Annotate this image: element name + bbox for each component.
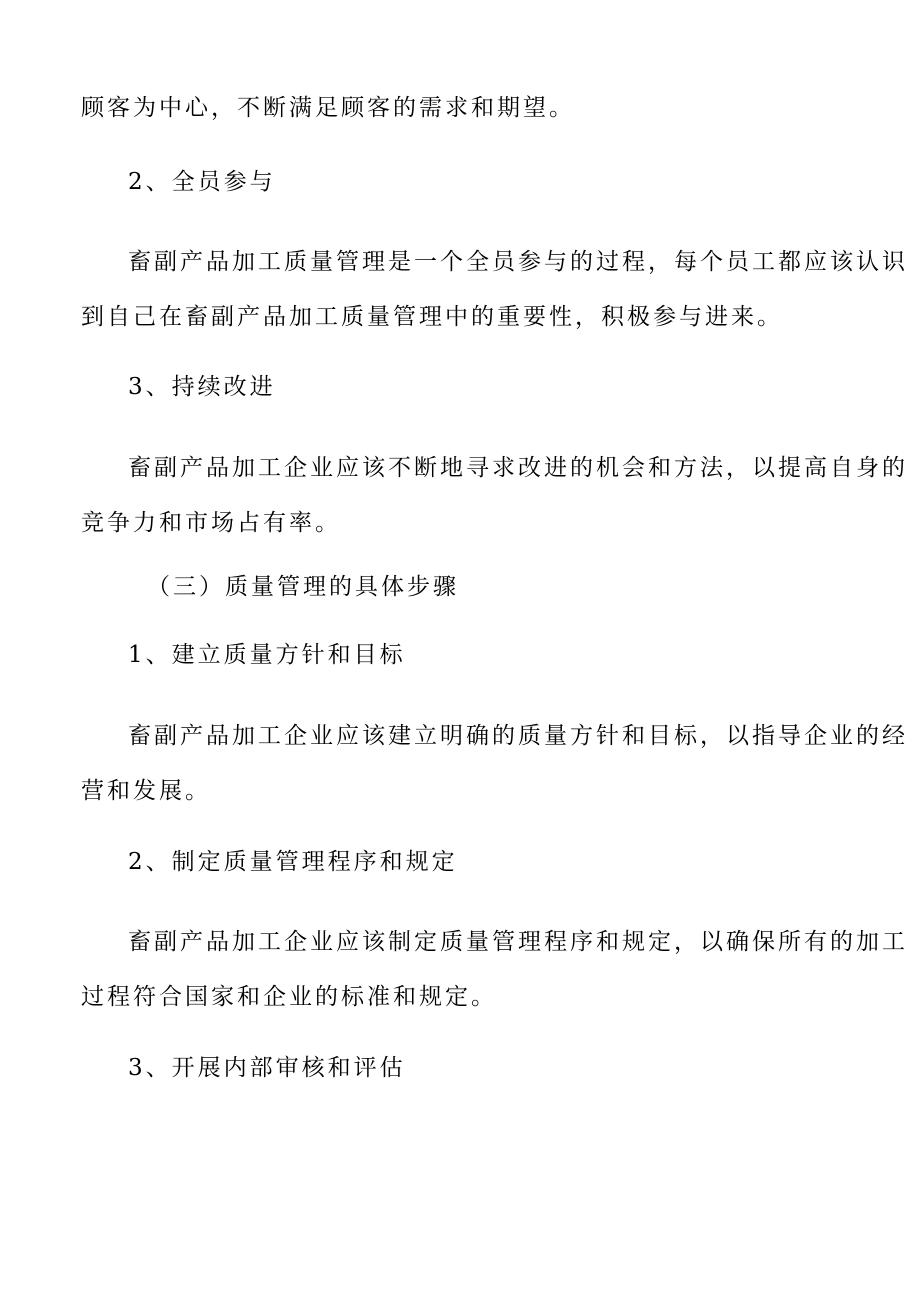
chapter-heading: （三）质量管理的具体步骤 [147,574,459,600]
section-heading: 1、建立质量方针和目标 [128,642,406,668]
paragraph-line: 过程符合国家和企业的标准和规定。 [81,984,497,1010]
paragraph-line: 营和发展。 [81,778,211,804]
section-heading: 2、制定质量管理程序和规定 [128,849,458,875]
paragraph-line: 畜副产品加工质量管理是一个全员参与的过程，每个员工都应该认识 [128,249,908,275]
section-heading: 2、全员参与 [128,169,276,195]
paragraph-line: 竞争力和市场占有率。 [81,510,341,536]
section-heading: 3、开展内部审核和评估 [128,1055,406,1081]
paragraph-line: 到自己在畜副产品加工质量管理中的重要性，积极参与进来。 [81,304,783,330]
paragraph-line: 畜副产品加工企业应该制定质量管理程序和规定，以确保所有的加工 [128,929,908,955]
paragraph-line: 顾客为中心，不断满足顾客的需求和期望。 [81,95,575,121]
section-heading: 3、持续改进 [128,374,276,400]
paragraph-line: 畜副产品加工企业应该建立明确的质量方针和目标，以指导企业的经 [128,723,908,749]
paragraph-line: 畜副产品加工企业应该不断地寻求改进的机会和方法，以提高自身的 [128,455,908,481]
